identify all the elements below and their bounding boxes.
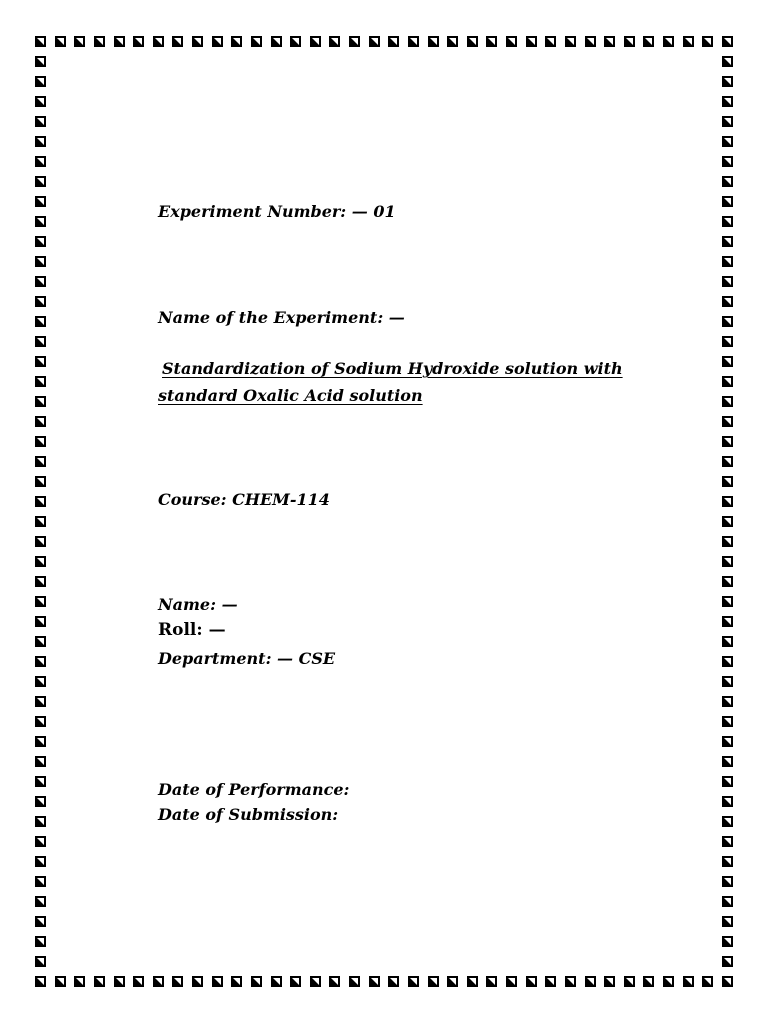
border-tile bbox=[722, 676, 733, 687]
border-tile bbox=[722, 436, 733, 447]
border-tile bbox=[722, 396, 733, 407]
border-tile bbox=[722, 76, 733, 87]
border-tile bbox=[35, 256, 46, 267]
border-tile bbox=[35, 136, 46, 147]
border-tile bbox=[35, 156, 46, 167]
border-tile bbox=[604, 976, 615, 987]
border-tile bbox=[722, 116, 733, 127]
border-tile bbox=[35, 396, 46, 407]
border-tile bbox=[643, 976, 654, 987]
border-tile bbox=[722, 356, 733, 367]
border-tile bbox=[153, 976, 164, 987]
border-tile bbox=[329, 36, 340, 47]
border-tile bbox=[722, 896, 733, 907]
border-tile bbox=[35, 436, 46, 447]
border-tile bbox=[722, 56, 733, 67]
border-tile bbox=[722, 456, 733, 467]
border-tile bbox=[35, 956, 46, 967]
border-tile bbox=[506, 36, 517, 47]
border-tile bbox=[565, 36, 576, 47]
border-tile bbox=[35, 116, 46, 127]
border-tile bbox=[526, 36, 537, 47]
border-tile bbox=[506, 976, 517, 987]
border-tile bbox=[172, 36, 183, 47]
border-tile bbox=[722, 416, 733, 427]
border-tile bbox=[722, 936, 733, 947]
border-tile bbox=[722, 136, 733, 147]
border-tile bbox=[251, 976, 262, 987]
border-tile bbox=[271, 976, 282, 987]
border-tile bbox=[35, 916, 46, 927]
border-tile bbox=[35, 196, 46, 207]
border-tile bbox=[369, 976, 380, 987]
border-tile bbox=[722, 556, 733, 567]
border-tile bbox=[643, 36, 654, 47]
border-tile bbox=[428, 36, 439, 47]
border-tile bbox=[624, 36, 635, 47]
border-tile bbox=[545, 36, 556, 47]
border-tile bbox=[133, 976, 144, 987]
border-tile bbox=[349, 976, 360, 987]
experiment-title-line-2: standard Oxalic Acid solution bbox=[158, 386, 423, 405]
border-tile bbox=[722, 336, 733, 347]
border-tile bbox=[35, 876, 46, 887]
border-tile bbox=[55, 36, 66, 47]
course-code: Course: CHEM-114 bbox=[158, 490, 330, 509]
border-tile bbox=[722, 216, 733, 227]
border-tile bbox=[94, 36, 105, 47]
border-tile bbox=[310, 976, 321, 987]
border-tile bbox=[722, 796, 733, 807]
border-tile bbox=[683, 976, 694, 987]
border-tile bbox=[722, 316, 733, 327]
border-tile bbox=[683, 36, 694, 47]
border-tile bbox=[35, 776, 46, 787]
border-tile bbox=[35, 356, 46, 367]
border-tile bbox=[663, 976, 674, 987]
border-tile bbox=[722, 816, 733, 827]
border-tile bbox=[35, 456, 46, 467]
border-tile bbox=[486, 976, 497, 987]
border-tile bbox=[35, 636, 46, 647]
border-tile bbox=[251, 36, 262, 47]
border-tile bbox=[722, 856, 733, 867]
experiment-title-line-1: Standardization of Sodium Hydroxide solution with bbox=[162, 359, 623, 378]
border-tile bbox=[74, 976, 85, 987]
border-tile bbox=[388, 36, 399, 47]
border-tile bbox=[271, 36, 282, 47]
border-tile bbox=[447, 976, 458, 987]
border-tile bbox=[290, 976, 301, 987]
border-tile bbox=[35, 576, 46, 587]
border-tile bbox=[722, 976, 733, 987]
border-tile bbox=[35, 76, 46, 87]
border-tile bbox=[486, 36, 497, 47]
border-tile bbox=[722, 376, 733, 387]
border-tile bbox=[172, 976, 183, 987]
border-tile bbox=[722, 636, 733, 647]
border-tile bbox=[722, 176, 733, 187]
border-tile bbox=[35, 376, 46, 387]
border-tile bbox=[114, 976, 125, 987]
border-tile bbox=[722, 276, 733, 287]
border-tile bbox=[388, 976, 399, 987]
border-tile bbox=[722, 256, 733, 267]
date-of-performance-label: Date of Performance: bbox=[158, 780, 350, 799]
border-tile bbox=[35, 756, 46, 767]
border-tile bbox=[722, 916, 733, 927]
border-tile bbox=[722, 596, 733, 607]
border-tile bbox=[722, 756, 733, 767]
border-tile bbox=[35, 556, 46, 567]
border-tile bbox=[94, 976, 105, 987]
border-tile bbox=[585, 976, 596, 987]
border-tile bbox=[545, 976, 556, 987]
border-tile bbox=[722, 956, 733, 967]
border-tile bbox=[722, 696, 733, 707]
border-tile bbox=[35, 836, 46, 847]
border-tile bbox=[35, 816, 46, 827]
border-tile bbox=[663, 36, 674, 47]
border-tile bbox=[722, 96, 733, 107]
border-tile bbox=[74, 36, 85, 47]
border-tile bbox=[35, 716, 46, 727]
border-tile bbox=[722, 496, 733, 507]
border-tile bbox=[585, 36, 596, 47]
border-tile bbox=[35, 56, 46, 67]
border-tile bbox=[722, 876, 733, 887]
border-tile bbox=[231, 36, 242, 47]
border-tile bbox=[35, 896, 46, 907]
border-tile bbox=[722, 296, 733, 307]
border-tile bbox=[702, 36, 713, 47]
border-tile bbox=[722, 736, 733, 747]
border-tile bbox=[329, 976, 340, 987]
border-tile bbox=[722, 236, 733, 247]
border-tile bbox=[310, 36, 321, 47]
border-tile bbox=[290, 36, 301, 47]
border-tile bbox=[35, 596, 46, 607]
border-tile bbox=[35, 236, 46, 247]
border-tile bbox=[35, 976, 46, 987]
border-tile bbox=[722, 656, 733, 667]
border-tile bbox=[35, 676, 46, 687]
border-tile bbox=[192, 976, 203, 987]
date-of-submission-label: Date of Submission: bbox=[158, 805, 339, 824]
experiment-number: Experiment Number: — 01 bbox=[158, 202, 396, 221]
border-tile bbox=[35, 736, 46, 747]
border-tile bbox=[722, 776, 733, 787]
border-tile bbox=[722, 196, 733, 207]
border-tile bbox=[35, 856, 46, 867]
border-tile bbox=[35, 176, 46, 187]
border-tile bbox=[428, 976, 439, 987]
border-tile bbox=[35, 516, 46, 527]
border-tile bbox=[526, 976, 537, 987]
border-tile bbox=[133, 36, 144, 47]
border-tile bbox=[192, 36, 203, 47]
border-tile bbox=[35, 276, 46, 287]
border-tile bbox=[722, 836, 733, 847]
border-tile bbox=[55, 976, 66, 987]
border-tile bbox=[35, 416, 46, 427]
border-tile bbox=[467, 36, 478, 47]
border-tile bbox=[114, 36, 125, 47]
border-tile bbox=[35, 696, 46, 707]
border-tile bbox=[722, 536, 733, 547]
border-tile bbox=[35, 536, 46, 547]
border-tile bbox=[35, 96, 46, 107]
border-tile bbox=[624, 976, 635, 987]
border-tile bbox=[722, 576, 733, 587]
experiment-name-label: Name of the Experiment: — bbox=[158, 308, 405, 327]
border-tile bbox=[702, 976, 713, 987]
border-tile bbox=[35, 796, 46, 807]
border-tile bbox=[212, 36, 223, 47]
student-name-label: Name: — bbox=[158, 595, 238, 614]
border-tile bbox=[35, 496, 46, 507]
department-label: Department: — CSE bbox=[158, 649, 336, 668]
border-tile bbox=[369, 36, 380, 47]
border-tile bbox=[35, 476, 46, 487]
border-tile bbox=[604, 36, 615, 47]
border-tile bbox=[722, 36, 733, 47]
roll-label: Roll: — bbox=[158, 620, 226, 640]
border-tile bbox=[722, 516, 733, 527]
border-tile bbox=[35, 936, 46, 947]
border-tile bbox=[565, 976, 576, 987]
border-tile bbox=[35, 36, 46, 47]
border-tile bbox=[722, 716, 733, 727]
border-tile bbox=[35, 336, 46, 347]
border-tile bbox=[35, 316, 46, 327]
border-tile bbox=[447, 36, 458, 47]
border-tile bbox=[349, 36, 360, 47]
border-tile bbox=[231, 976, 242, 987]
border-tile bbox=[722, 156, 733, 167]
border-tile bbox=[35, 656, 46, 667]
border-tile bbox=[408, 976, 419, 987]
border-tile bbox=[35, 616, 46, 627]
border-tile bbox=[408, 36, 419, 47]
border-tile bbox=[722, 476, 733, 487]
border-tile bbox=[35, 216, 46, 227]
border-tile bbox=[467, 976, 478, 987]
border-tile bbox=[35, 296, 46, 307]
border-tile bbox=[212, 976, 223, 987]
border-tile bbox=[153, 36, 164, 47]
border-tile bbox=[722, 616, 733, 627]
